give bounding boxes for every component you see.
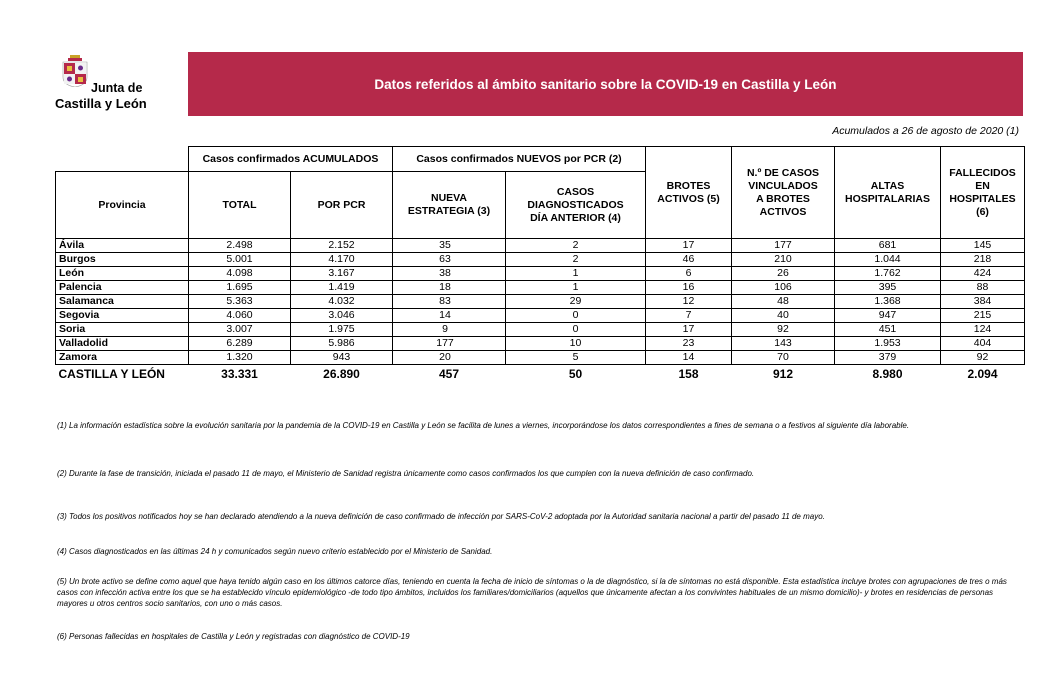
table-cell: 17: [646, 239, 732, 253]
table-cell: 3.007: [189, 323, 291, 337]
header-altas: ALTAS HOSPITALARIAS: [835, 147, 941, 239]
banner-title: Datos referidos al ámbito sanitario sobre la COVID-19 en Castilla y León: [374, 76, 837, 92]
province-name: Palencia: [56, 281, 189, 295]
title-banner: [188, 52, 1023, 116]
table-cell: 2.152: [291, 239, 393, 253]
table-cell: 4.060: [189, 309, 291, 323]
table-row: [56, 295, 1025, 309]
total-cell: 158: [646, 365, 732, 384]
table-cell: 947: [835, 309, 941, 323]
table-cell: 5: [506, 351, 646, 365]
table-cell: 1.044: [835, 253, 941, 267]
table-cell: 40: [732, 309, 835, 323]
table-cell: 70: [732, 351, 835, 365]
table-cell: 7: [646, 309, 732, 323]
province-name: Soria: [56, 323, 189, 337]
table-cell: 4.032: [291, 295, 393, 309]
total-cell: 2.094: [941, 365, 1025, 384]
table-cell: 1.419: [291, 281, 393, 295]
header-vinculados: N.º DE CASOS VINCULADOS A BROTES ACTIVOS: [732, 147, 835, 239]
table-cell: 3.167: [291, 267, 393, 281]
table-row: [56, 239, 1025, 253]
table-cell: 4.098: [189, 267, 291, 281]
footnote-5: (5) Un brote activo se define como aquel que haya tenido algún caso en los últimos catorce días, teniendo en cuenta la fecha de inicio de síntomas o la de diagnóstico, si la de síntomas no está disponible. Esta estadística incluye brotes con agrupaciones de tres o más casos con infección activa entre los que se ha establecido vínculo epidemiológico -de todo tipo ámbitos, incluidos los familiares/domiciliarios (aquellos que únicamente afectan a los convivintes habituales de un mismo domicilio)- y brotes en residencias de personas mayores u otros centros socio sanitarios, con uno o más casos.: [57, 577, 1007, 608]
footnote-6: (6) Personas fallecidas en hospitales de Castilla y León y registradas con diagnóstico de COVID-19: [57, 632, 410, 641]
footnote-2: (2) Durante la fase de transición, iniciada el pasado 11 de mayo, el Ministerio de Sanidad registra únicamente como casos confirmados los que cumplen con la nueva definición de caso confirmado.: [57, 469, 755, 478]
table-cell: 92: [941, 351, 1025, 365]
table-cell: 145: [941, 239, 1025, 253]
total-cell: 457: [393, 365, 506, 384]
group-header-acumulados: Casos confirmados ACUMULADOS: [189, 147, 393, 172]
table-cell: 395: [835, 281, 941, 295]
table-cell: 88: [941, 281, 1025, 295]
table-cell: 379: [835, 351, 941, 365]
table-cell: 404: [941, 337, 1025, 351]
total-cell: 50: [506, 365, 646, 384]
table-cell: 2: [506, 239, 646, 253]
table-cell: 5.001: [189, 253, 291, 267]
table-cell: 1.320: [189, 351, 291, 365]
table-cell: 384: [941, 295, 1025, 309]
table-cell: 943: [291, 351, 393, 365]
table-cell: 143: [732, 337, 835, 351]
total-row: [56, 365, 1025, 384]
table-cell: 83: [393, 295, 506, 309]
table-row: [56, 351, 1025, 365]
header-por-pcr: POR PCR: [291, 172, 393, 239]
table-cell: 451: [835, 323, 941, 337]
table-cell: 1.762: [835, 267, 941, 281]
table-cell: 14: [646, 351, 732, 365]
table-cell: 218: [941, 253, 1025, 267]
table-cell: 38: [393, 267, 506, 281]
table-cell: 1.368: [835, 295, 941, 309]
table-cell: 106: [732, 281, 835, 295]
total-cell: CASTILLA Y LEÓN: [56, 365, 189, 384]
table-cell: 9: [393, 323, 506, 337]
table-cell: 29: [506, 295, 646, 309]
table-cell: 12: [646, 295, 732, 309]
province-name: Zamora: [56, 351, 189, 365]
table-cell: 215: [941, 309, 1025, 323]
table-cell: 4.170: [291, 253, 393, 267]
header-total: TOTAL: [189, 172, 291, 239]
table-cell: 92: [732, 323, 835, 337]
province-name: Valladolid: [56, 337, 189, 351]
footnote-4: (4) Casos diagnosticados en las últimas 24 h y comunicados según nuevo criterio establecido por el Ministerio de Sanidad.: [57, 547, 493, 556]
table-cell: 20: [393, 351, 506, 365]
table-cell: 177: [732, 239, 835, 253]
header-provincia: Provincia: [56, 172, 189, 239]
table-cell: 124: [941, 323, 1025, 337]
table-cell: 46: [646, 253, 732, 267]
table-cell: 1: [506, 267, 646, 281]
total-cell: 26.890: [291, 365, 393, 384]
province-name: Salamanca: [56, 295, 189, 309]
table-cell: 1: [506, 281, 646, 295]
province-name: León: [56, 267, 189, 281]
table-cell: 0: [506, 323, 646, 337]
table-row: [56, 253, 1025, 267]
table-cell: 6.289: [189, 337, 291, 351]
table-cell: 1.975: [291, 323, 393, 337]
table-cell: 16: [646, 281, 732, 295]
province-name: Burgos: [56, 253, 189, 267]
province-name: Segovia: [56, 309, 189, 323]
province-name: Ávila: [56, 239, 189, 253]
table-row: [56, 337, 1025, 351]
total-cell: 912: [732, 365, 835, 384]
footnote-1: (1) La información estadística sobre la evolución sanitaria por la pandemia de la COVID-19 en Castilla y León se facilita de lunes a viernes, incorporándose los datos correspondientes a fines de semana o a festivos al siguiente día laborable.: [57, 421, 910, 430]
header-casos-diagnosticados: CASOS DIAGNOSTICADOS DÍA ANTERIOR (4): [506, 172, 646, 239]
table-cell: 6: [646, 267, 732, 281]
table-cell: 3.046: [291, 309, 393, 323]
table-cell: 63: [393, 253, 506, 267]
table-cell: 2: [506, 253, 646, 267]
table-cell: 35: [393, 239, 506, 253]
logo-line1: Junta de: [91, 81, 143, 95]
table-cell: 26: [732, 267, 835, 281]
footnote-3: (3) Todos los positivos notificados hoy se han declarado atendiendo a la nueva definición de caso confirmado de infección por SARS-CoV-2 adoptada por la Autoridad sanitaria nacional a partir del pasado 11 de mayo.: [57, 512, 825, 521]
table-cell: 23: [646, 337, 732, 351]
table-cell: 1.953: [835, 337, 941, 351]
table-row: [56, 323, 1025, 337]
table-cell: 210: [732, 253, 835, 267]
covid-data-table: [55, 146, 1025, 383]
empty-corner: [56, 147, 189, 172]
table-cell: 177: [393, 337, 506, 351]
table-cell: 48: [732, 295, 835, 309]
table-cell: 5.363: [189, 295, 291, 309]
table-cell: 10: [506, 337, 646, 351]
header-nueva-estrategia: NUEVA ESTRATEGIA (3): [393, 172, 506, 239]
table-cell: 18: [393, 281, 506, 295]
table-cell: 0: [506, 309, 646, 323]
coat-of-arms-icon: [62, 55, 88, 87]
table-row: [56, 309, 1025, 323]
table-cell: 681: [835, 239, 941, 253]
table-cell: 2.498: [189, 239, 291, 253]
table-cell: 424: [941, 267, 1025, 281]
table-cell: 17: [646, 323, 732, 337]
table-row: [56, 281, 1025, 295]
total-cell: 8.980: [835, 365, 941, 384]
table-cell: 14: [393, 309, 506, 323]
report-date: Acumulados a 26 de agosto de 2020 (1): [832, 125, 1019, 137]
header-brotes: BROTES ACTIVOS (5): [646, 147, 732, 239]
junta-logo: [52, 55, 172, 115]
table-cell: 5.986: [291, 337, 393, 351]
logo-line2: Castilla y León: [55, 96, 147, 111]
total-cell: 33.331: [189, 365, 291, 384]
table-cell: 1.695: [189, 281, 291, 295]
group-header-nuevos: Casos confirmados NUEVOS por PCR (2): [393, 147, 646, 172]
header-fallecidos: FALLECIDOS EN HOSPITALES (6): [941, 147, 1025, 239]
table-row: [56, 267, 1025, 281]
